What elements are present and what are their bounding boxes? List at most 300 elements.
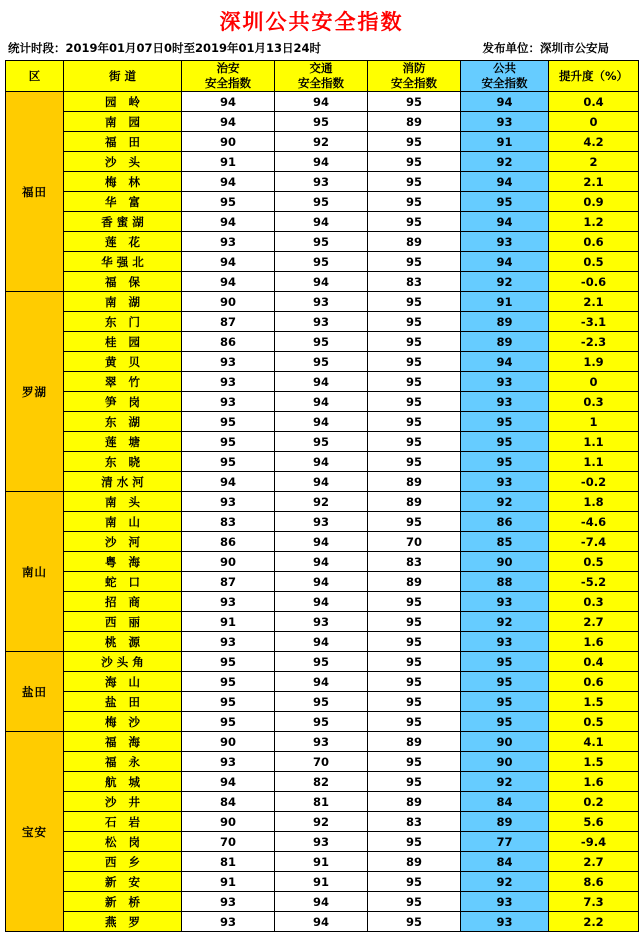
column-header-public-security-line1: 治安: [216, 61, 240, 75]
column-header-improvement: [549, 61, 639, 92]
street-cell: 沙 河: [64, 532, 182, 552]
table-row: [6, 832, 639, 852]
street-cell: 华 富: [64, 192, 182, 212]
table-header-row: [6, 61, 639, 92]
district-cell: 南山: [6, 492, 64, 652]
fire-index-cell: 95: [368, 752, 461, 772]
public-index-cell: 92: [461, 612, 549, 632]
table-row: [6, 592, 639, 612]
table-row: [6, 912, 639, 932]
table-row: [6, 632, 639, 652]
fire-index-cell: 95: [368, 212, 461, 232]
public-security-index-cell: 91: [182, 152, 275, 172]
improvement-rate-cell: -4.6: [549, 512, 639, 532]
table-row: [6, 432, 639, 452]
traffic-index-cell: 95: [275, 112, 368, 132]
traffic-index-cell: 95: [275, 712, 368, 732]
table-row: [6, 812, 639, 832]
traffic-index-cell: 94: [275, 552, 368, 572]
public-index-cell: 95: [461, 412, 549, 432]
table-row: [6, 232, 639, 252]
public-security-index-cell: 70: [182, 832, 275, 852]
fire-index-cell: 83: [368, 552, 461, 572]
table-row: [6, 372, 639, 392]
public-index-cell: 84: [461, 792, 549, 812]
fire-index-cell: 89: [368, 112, 461, 132]
district-cell: 盐田: [6, 652, 64, 732]
fire-index-cell: 95: [368, 172, 461, 192]
street-cell: 梅 林: [64, 172, 182, 192]
improvement-rate-cell: 7.3: [549, 892, 639, 912]
improvement-rate-cell: 2.2: [549, 912, 639, 932]
improvement-rate-cell: 4.1: [549, 732, 639, 752]
improvement-rate-cell: 1.9: [549, 352, 639, 372]
public-security-index-cell: 93: [182, 232, 275, 252]
column-header-fire-line2: 安全指数: [391, 76, 437, 90]
fire-index-cell: 95: [368, 872, 461, 892]
street-cell: 桃 源: [64, 632, 182, 652]
improvement-rate-cell: 0.5: [549, 552, 639, 572]
district-cell: 福田: [6, 92, 64, 292]
traffic-index-cell: 94: [275, 92, 368, 112]
street-cell: 清水河: [64, 472, 182, 492]
traffic-index-cell: 70: [275, 752, 368, 772]
street-cell: 华强北: [64, 252, 182, 272]
public-index-cell: 93: [461, 232, 549, 252]
public-index-cell: 92: [461, 492, 549, 512]
traffic-index-cell: 94: [275, 572, 368, 592]
improvement-rate-cell: 0.3: [549, 392, 639, 412]
fire-index-cell: 95: [368, 292, 461, 312]
improvement-rate-cell: 1.2: [549, 212, 639, 232]
page-title: 深圳公共安全指数: [219, 10, 404, 34]
public-security-index-cell: 94: [182, 252, 275, 272]
public-security-index-cell: 91: [182, 612, 275, 632]
public-security-index-cell: 93: [182, 912, 275, 932]
fire-index-cell: 95: [368, 152, 461, 172]
traffic-index-cell: 93: [275, 612, 368, 632]
improvement-rate-cell: -0.6: [549, 272, 639, 292]
column-header-improvement-line1: 提升度（%）: [558, 68, 629, 83]
public-security-index-cell: 93: [182, 372, 275, 392]
fire-index-cell: 95: [368, 652, 461, 672]
table-row: [6, 252, 639, 272]
improvement-rate-cell: 2.1: [549, 292, 639, 312]
street-cell: 粤 海: [64, 552, 182, 572]
public-security-index-cell: 87: [182, 572, 275, 592]
improvement-rate-cell: 0.2: [549, 792, 639, 812]
street-cell: 盐 田: [64, 692, 182, 712]
street-cell: 招 商: [64, 592, 182, 612]
traffic-index-cell: 95: [275, 692, 368, 712]
fire-index-cell: 95: [368, 352, 461, 372]
public-security-index-cell: 93: [182, 392, 275, 412]
public-index-cell: 94: [461, 92, 549, 112]
public-index-cell: 88: [461, 572, 549, 592]
street-cell: 西 丽: [64, 612, 182, 632]
table-row: [6, 112, 639, 132]
public-index-cell: 94: [461, 212, 549, 232]
fire-index-cell: 95: [368, 392, 461, 412]
public-security-index-cell: 94: [182, 112, 275, 132]
street-cell: 梅 沙: [64, 712, 182, 732]
improvement-rate-cell: 0.5: [549, 252, 639, 272]
table-body: [6, 92, 639, 932]
fire-index-cell: 83: [368, 812, 461, 832]
public-security-index-cell: 95: [182, 712, 275, 732]
public-security-index-cell: 90: [182, 732, 275, 752]
column-header-public-index: [461, 61, 549, 92]
traffic-index-cell: 94: [275, 532, 368, 552]
public-index-cell: 92: [461, 872, 549, 892]
improvement-rate-cell: 2.7: [549, 612, 639, 632]
fire-index-cell: 89: [368, 572, 461, 592]
district-cell: 宝安: [6, 732, 64, 932]
improvement-rate-cell: 2.7: [549, 852, 639, 872]
column-header-traffic: [275, 61, 368, 92]
street-cell: 翠 竹: [64, 372, 182, 392]
street-cell: 南 山: [64, 512, 182, 532]
improvement-rate-cell: -5.2: [549, 572, 639, 592]
public-index-cell: 77: [461, 832, 549, 852]
public-security-index-cell: 95: [182, 672, 275, 692]
table-row: [6, 712, 639, 732]
improvement-rate-cell: 1.6: [549, 772, 639, 792]
public-index-cell: 84: [461, 852, 549, 872]
traffic-index-cell: 93: [275, 512, 368, 532]
traffic-index-cell: 94: [275, 892, 368, 912]
public-index-cell: 90: [461, 732, 549, 752]
public-security-index-cell: 90: [182, 292, 275, 312]
public-security-index-cell: 95: [182, 192, 275, 212]
public-security-index-cell: 81: [182, 852, 275, 872]
public-security-index-cell: 90: [182, 812, 275, 832]
table-row: [6, 292, 639, 312]
public-security-index-cell: 90: [182, 552, 275, 572]
table-row: [6, 152, 639, 172]
street-cell: 南 园: [64, 112, 182, 132]
improvement-rate-cell: 1.6: [549, 632, 639, 652]
street-cell: 福 永: [64, 752, 182, 772]
street-cell: 燕 罗: [64, 912, 182, 932]
column-header-public-index-line1: 公共: [493, 61, 516, 75]
street-cell: 东 门: [64, 312, 182, 332]
traffic-index-cell: 81: [275, 792, 368, 812]
table-row: [6, 552, 639, 572]
column-header-street-line1: 街 道: [108, 68, 136, 83]
street-cell: 南 头: [64, 492, 182, 512]
public-index-cell: 95: [461, 692, 549, 712]
column-header-fire-line1: 消防: [402, 61, 426, 75]
street-cell: 莲 花: [64, 232, 182, 252]
fire-index-cell: 95: [368, 372, 461, 392]
public-security-index-cell: 93: [182, 352, 275, 372]
improvement-rate-cell: 1.8: [549, 492, 639, 512]
improvement-rate-cell: -9.4: [549, 832, 639, 852]
fire-index-cell: 89: [368, 492, 461, 512]
fire-index-cell: 95: [368, 892, 461, 912]
traffic-index-cell: 94: [275, 912, 368, 932]
street-cell: 沙 头: [64, 152, 182, 172]
traffic-index-cell: 94: [275, 592, 368, 612]
fire-index-cell: 89: [368, 472, 461, 492]
improvement-rate-cell: 0.6: [549, 232, 639, 252]
street-cell: 石 岩: [64, 812, 182, 832]
public-security-index-cell: 84: [182, 792, 275, 812]
traffic-index-cell: 95: [275, 432, 368, 452]
street-cell: 福 保: [64, 272, 182, 292]
traffic-index-cell: 94: [275, 212, 368, 232]
public-index-cell: 91: [461, 292, 549, 312]
traffic-index-cell: 94: [275, 272, 368, 292]
public-index-cell: 94: [461, 172, 549, 192]
fire-index-cell: 95: [368, 772, 461, 792]
table-row: [6, 872, 639, 892]
table-row: [6, 852, 639, 872]
improvement-rate-cell: 0: [549, 112, 639, 132]
table-row: [6, 772, 639, 792]
table-row: [6, 412, 639, 432]
fire-index-cell: 95: [368, 332, 461, 352]
public-security-index-cell: 93: [182, 592, 275, 612]
street-cell: 沙 井: [64, 792, 182, 812]
public-security-index-cell: 83: [182, 512, 275, 532]
improvement-rate-cell: 0.9: [549, 192, 639, 212]
table-row: [6, 132, 639, 152]
public-index-cell: 95: [461, 192, 549, 212]
improvement-rate-cell: -0.2: [549, 472, 639, 492]
traffic-index-cell: 94: [275, 152, 368, 172]
improvement-rate-cell: 0: [549, 372, 639, 392]
fire-index-cell: 89: [368, 732, 461, 752]
column-header-public-security: [182, 61, 275, 92]
public-index-cell: 92: [461, 152, 549, 172]
table-row: [6, 312, 639, 332]
fire-index-cell: 95: [368, 92, 461, 112]
public-security-index-cell: 94: [182, 172, 275, 192]
traffic-index-cell: 94: [275, 672, 368, 692]
public-security-index-cell: 93: [182, 752, 275, 772]
public-index-cell: 86: [461, 512, 549, 532]
traffic-index-cell: 95: [275, 192, 368, 212]
fire-index-cell: 95: [368, 612, 461, 632]
public-index-cell: 95: [461, 432, 549, 452]
street-cell: 园 岭: [64, 92, 182, 112]
table-row: [6, 192, 639, 212]
fire-index-cell: 70: [368, 532, 461, 552]
table-row: [6, 672, 639, 692]
fire-index-cell: 95: [368, 512, 461, 532]
public-index-cell: 93: [461, 112, 549, 132]
improvement-rate-cell: 1.5: [549, 752, 639, 772]
public-index-cell: 89: [461, 332, 549, 352]
street-cell: 松 岗: [64, 832, 182, 852]
fire-index-cell: 83: [368, 272, 461, 292]
table-row: [6, 452, 639, 472]
public-index-cell: 89: [461, 812, 549, 832]
traffic-index-cell: 95: [275, 332, 368, 352]
improvement-rate-cell: 1.1: [549, 452, 639, 472]
public-security-index-cell: 91: [182, 872, 275, 892]
fire-index-cell: 95: [368, 432, 461, 452]
fire-index-cell: 95: [368, 912, 461, 932]
public-security-index-cell: 94: [182, 212, 275, 232]
district-cell: 罗湖: [6, 292, 64, 492]
fire-index-cell: 95: [368, 192, 461, 212]
street-cell: 黄 贝: [64, 352, 182, 372]
fire-index-cell: 95: [368, 712, 461, 732]
traffic-index-cell: 95: [275, 652, 368, 672]
street-cell: 蛇 口: [64, 572, 182, 592]
column-header-traffic-line1: 交通: [309, 61, 333, 75]
traffic-index-cell: 95: [275, 252, 368, 272]
street-cell: 东 湖: [64, 412, 182, 432]
public-security-index-cell: 86: [182, 332, 275, 352]
public-index-cell: 91: [461, 132, 549, 152]
public-index-cell: 92: [461, 272, 549, 292]
table-row: [6, 892, 639, 912]
table-row: [6, 572, 639, 592]
street-cell: 莲 塘: [64, 432, 182, 452]
public-index-cell: 85: [461, 532, 549, 552]
publisher: 发布单位：深圳市公安局: [482, 41, 609, 55]
safety-index-table: [5, 60, 639, 932]
traffic-index-cell: 93: [275, 732, 368, 752]
public-security-index-cell: 95: [182, 692, 275, 712]
improvement-rate-cell: 5.6: [549, 812, 639, 832]
public-index-cell: 93: [461, 632, 549, 652]
public-index-cell: 94: [461, 252, 549, 272]
traffic-index-cell: 93: [275, 832, 368, 852]
street-cell: 海 山: [64, 672, 182, 692]
public-index-cell: 93: [461, 912, 549, 932]
fire-index-cell: 95: [368, 692, 461, 712]
public-security-index-cell: 95: [182, 452, 275, 472]
traffic-index-cell: 82: [275, 772, 368, 792]
fire-index-cell: 95: [368, 452, 461, 472]
table-row: [6, 272, 639, 292]
public-index-cell: 90: [461, 552, 549, 572]
improvement-rate-cell: 4.2: [549, 132, 639, 152]
fire-index-cell: 89: [368, 792, 461, 812]
table-row: [6, 472, 639, 492]
traffic-index-cell: 94: [275, 412, 368, 432]
improvement-rate-cell: -3.1: [549, 312, 639, 332]
public-security-index-cell: 95: [182, 432, 275, 452]
street-cell: 航 城: [64, 772, 182, 792]
traffic-index-cell: 92: [275, 492, 368, 512]
street-cell: 新 桥: [64, 892, 182, 912]
street-cell: 西 乡: [64, 852, 182, 872]
improvement-rate-cell: -7.4: [549, 532, 639, 552]
public-security-index-cell: 94: [182, 92, 275, 112]
public-index-cell: 95: [461, 712, 549, 732]
table-row: [6, 752, 639, 772]
street-cell: 笋 岗: [64, 392, 182, 412]
public-security-index-cell: 94: [182, 772, 275, 792]
fire-index-cell: 95: [368, 672, 461, 692]
column-header-traffic-line2: 安全指数: [298, 76, 344, 90]
public-index-cell: 95: [461, 452, 549, 472]
traffic-index-cell: 91: [275, 872, 368, 892]
column-header-district: [6, 61, 64, 92]
table-row: [6, 332, 639, 352]
street-cell: 南 湖: [64, 292, 182, 312]
fire-index-cell: 89: [368, 232, 461, 252]
table-row: [6, 532, 639, 552]
traffic-index-cell: 92: [275, 132, 368, 152]
street-cell: 福 田: [64, 132, 182, 152]
fire-index-cell: 89: [368, 852, 461, 872]
table-row: [6, 732, 639, 752]
column-header-district-line1: 区: [28, 68, 41, 83]
table-row: [6, 792, 639, 812]
street-cell: 新 安: [64, 872, 182, 892]
public-security-index-cell: 86: [182, 532, 275, 552]
public-index-cell: 93: [461, 592, 549, 612]
public-security-index-cell: 93: [182, 632, 275, 652]
traffic-index-cell: 94: [275, 472, 368, 492]
improvement-rate-cell: 1.1: [549, 432, 639, 452]
column-header-street: [64, 61, 182, 92]
public-security-index-cell: 93: [182, 892, 275, 912]
table-row: [6, 352, 639, 372]
column-header-public-security-line2: 安全指数: [205, 76, 251, 90]
statistics-period: 统计时段：2019年01月07日0时至2019年01月13日24时: [8, 41, 322, 55]
public-index-cell: 95: [461, 672, 549, 692]
traffic-index-cell: 94: [275, 452, 368, 472]
public-security-index-cell: 90: [182, 132, 275, 152]
table-row: [6, 212, 639, 232]
subheader: [0, 40, 623, 60]
improvement-rate-cell: 1: [549, 412, 639, 432]
improvement-rate-cell: -2.3: [549, 332, 639, 352]
column-header-fire: [368, 61, 461, 92]
improvement-rate-cell: 0.4: [549, 92, 639, 112]
traffic-index-cell: 94: [275, 372, 368, 392]
street-cell: 福 海: [64, 732, 182, 752]
fire-index-cell: 95: [368, 252, 461, 272]
traffic-index-cell: 93: [275, 172, 368, 192]
improvement-rate-cell: 1.5: [549, 692, 639, 712]
street-cell: 香蜜湖: [64, 212, 182, 232]
public-index-cell: 93: [461, 892, 549, 912]
table-row: [6, 172, 639, 192]
public-index-cell: 92: [461, 772, 549, 792]
public-index-cell: 93: [461, 392, 549, 412]
improvement-rate-cell: 0.6: [549, 672, 639, 692]
fire-index-cell: 95: [368, 412, 461, 432]
public-security-index-cell: 95: [182, 652, 275, 672]
public-security-index-cell: 87: [182, 312, 275, 332]
table-head: [6, 61, 639, 92]
table-row: [6, 612, 639, 632]
traffic-index-cell: 93: [275, 292, 368, 312]
public-index-cell: 93: [461, 472, 549, 492]
public-index-cell: 94: [461, 352, 549, 372]
traffic-index-cell: 95: [275, 352, 368, 372]
public-index-cell: 90: [461, 752, 549, 772]
fire-index-cell: 95: [368, 832, 461, 852]
traffic-index-cell: 94: [275, 392, 368, 412]
improvement-rate-cell: 0.5: [549, 712, 639, 732]
table-row: [6, 92, 639, 112]
improvement-rate-cell: 2: [549, 152, 639, 172]
fire-index-cell: 95: [368, 632, 461, 652]
street-cell: 东 晓: [64, 452, 182, 472]
fire-index-cell: 95: [368, 132, 461, 152]
table-row: [6, 692, 639, 712]
